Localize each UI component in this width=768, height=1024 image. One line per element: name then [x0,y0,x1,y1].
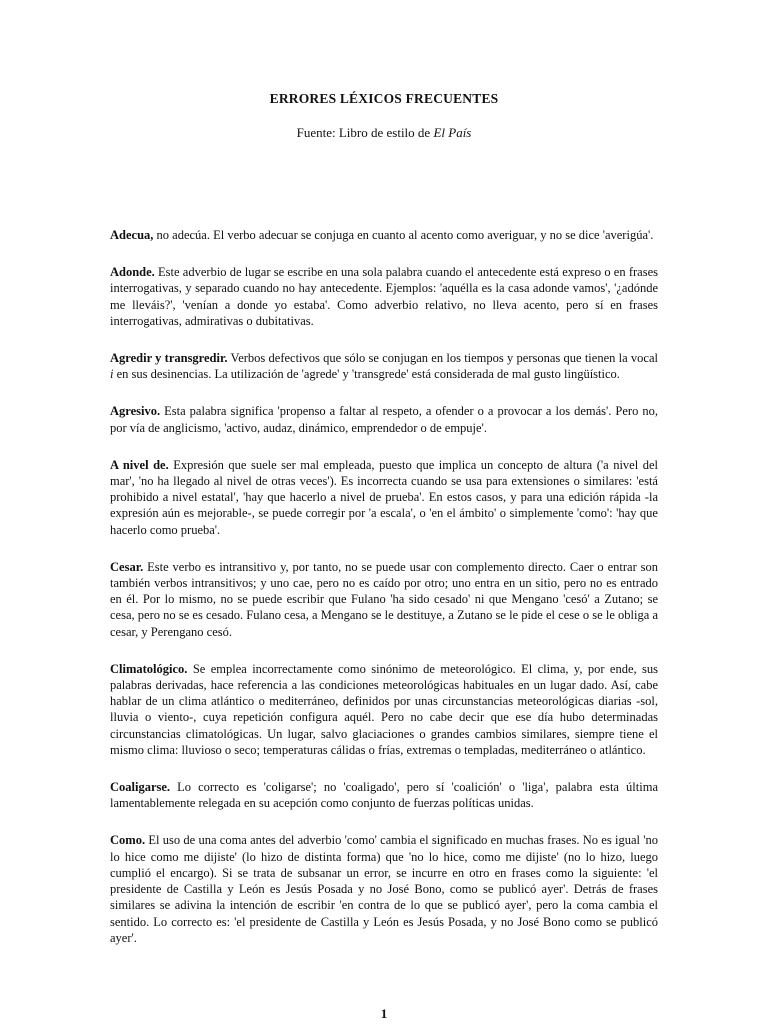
entry-text: Verbos defectivos que sólo se conjugan en los tiempos y personas que tienen la vocal [227,351,658,366]
entry-agredir [110,350,658,382]
entry-term: Cesar. [110,559,144,574]
entry-text: Se emplea incorrectamente como sinónimo de meteorológico. El clima, y, por ende, sus palabras derivadas, hace referencia a las condiciones meteorológicas habituales en un lugar dado. Así, cabe hablar de un clima atlántico o mediterráneo, definidos por unas circunstancias meteorológicas diarias -sol, lluvia o viento-, cuya repetición configura aquél. Pero no cabe decir que ese día hubo determinadas circunstancias climatológicas. Un lugar, salvo glaciaciones o grandes cambios similares, siempre tiene el mismo clima: lluvioso o seco; temperaturas cálidas o frías, extremas o templadas, mediterráneo o atlántico. [110,661,658,757]
entry-term: Agredir y transgredir. [110,351,228,366]
entry-text: Expresión que suele ser mal empleada, puesto que implica un concepto de altura ('a nivel del mar', 'no ha llegado al nivel de otras veces'). Es incorrecta cuando se usa para extensiones o similares: 'está prohibido a nivel estatal', 'hay que hacerlo a nivel de prueba'. En estos casos, y para una edición rápida -la expresión aún es mejorable-, se puede corregir por 'a escala', o 'en el ámbito' o simplemente 'como': 'hay que hacerlo como prueba'. [110,457,658,537]
entry-term: Climatológico. [110,661,188,676]
source-prefix: Fuente: Libro de estilo de [296,125,434,140]
entry-a-nivel-de [110,457,658,538]
entry-term: Agresivo. [110,404,161,419]
entry-como [110,832,658,945]
source-line [0,125,768,141]
entry-term: Coaligarse. [110,780,171,795]
entry-text: Este verbo es intransitivo y, por tanto, no se puede usar con complemento directo. Caer o entrar son también verbos intransitivos; y uno cae, pero no es caído por otro; uno entra en un sitio, pero no es entrado en él. Por lo mismo, no se puede escribir que Fulano 'ha sido cesado' ni que Mengano 'cesó' a Zutano; se cesa, pero no se es cesado. Fulano cesa, a Mengano se le destituye, a Zutano se le pide el cese o se le obliga a cesar, y Perengano cesó. [110,559,658,639]
entry-text: Este adverbio de lugar se escribe en una sola palabra cuando el antecedente está expreso o en frases interrogativas, y separado cuando no hay antecedente. Ejemplos: 'aquélla es la casa adonde vamos', '¿adónde me lleváis?', 'venían a donde yo estaba'. Como adverbio relativo, no lleva acento, pero sí en frases interrogativas, admirativas o dubitativas. [110,265,658,328]
entry-climatologico [110,661,658,758]
source-work: El País [433,125,472,140]
entry-coaligarse [110,779,658,811]
entry-agresivo [110,403,658,435]
entry-text: en sus desinencias. La utilización de 'agrede' y 'transgrede' está considerada de mal gusto lingüístico. [113,367,620,382]
entry-term: Adecua, [110,228,154,242]
entry-text: no adecúa. El verbo adecuar se conjuga en cuanto al acento como averiguar, y no se dice 'averigúa'. [153,228,654,242]
entry-italic: i [110,367,114,382]
entry-text: Lo correcto es 'coligarse'; no 'coaligado', pero sí 'coalición' o 'liga', palabra esta última lamentablemente relegada en su acepción como conjunto de fuerzas políticas unidas. [110,780,658,811]
entry-term: Como. [110,833,146,848]
page-title: ERRORES LÉXICOS FRECUENTES [269,91,499,106]
entry-adecua [110,227,658,243]
page-number: 1 [380,1006,388,1021]
entry-text: El uso de una coma antes del adverbio 'como' cambia el significado en muchas frases. No es igual 'no lo hice como me dijiste' (lo hizo de distinta forma) que 'no lo hice, como me dijiste' (no lo hizo, luego cumplió el encargo). Si se trata de subsanar un error, se incurre en otro en frases como la siguiente: 'el presidente de Castilla y León es Jesús Posada y no José Bono, como se publicó ayer'. Detrás de frases similares se adivina la intención de escribir 'en contra de lo que se publicó ayer', pero la coma cambia el sentido. Lo correcto es: 'el presidente de Castilla y León es Jesús Posada, y no José Bono como se publicó ayer'. [110,833,658,945]
entry-cesar [110,559,658,640]
entry-text: Esta palabra significa 'propenso a faltar al respeto, a ofender o a provocar a los demás'. Pero no, por vía de anglicismo, 'activo, audaz, dinámico, emprendedor o de empuje'. [110,404,658,435]
entry-adonde [110,264,658,329]
entries-list [110,227,658,967]
entry-term: A nivel de. [110,457,169,472]
entry-term: Adonde. [110,265,155,280]
